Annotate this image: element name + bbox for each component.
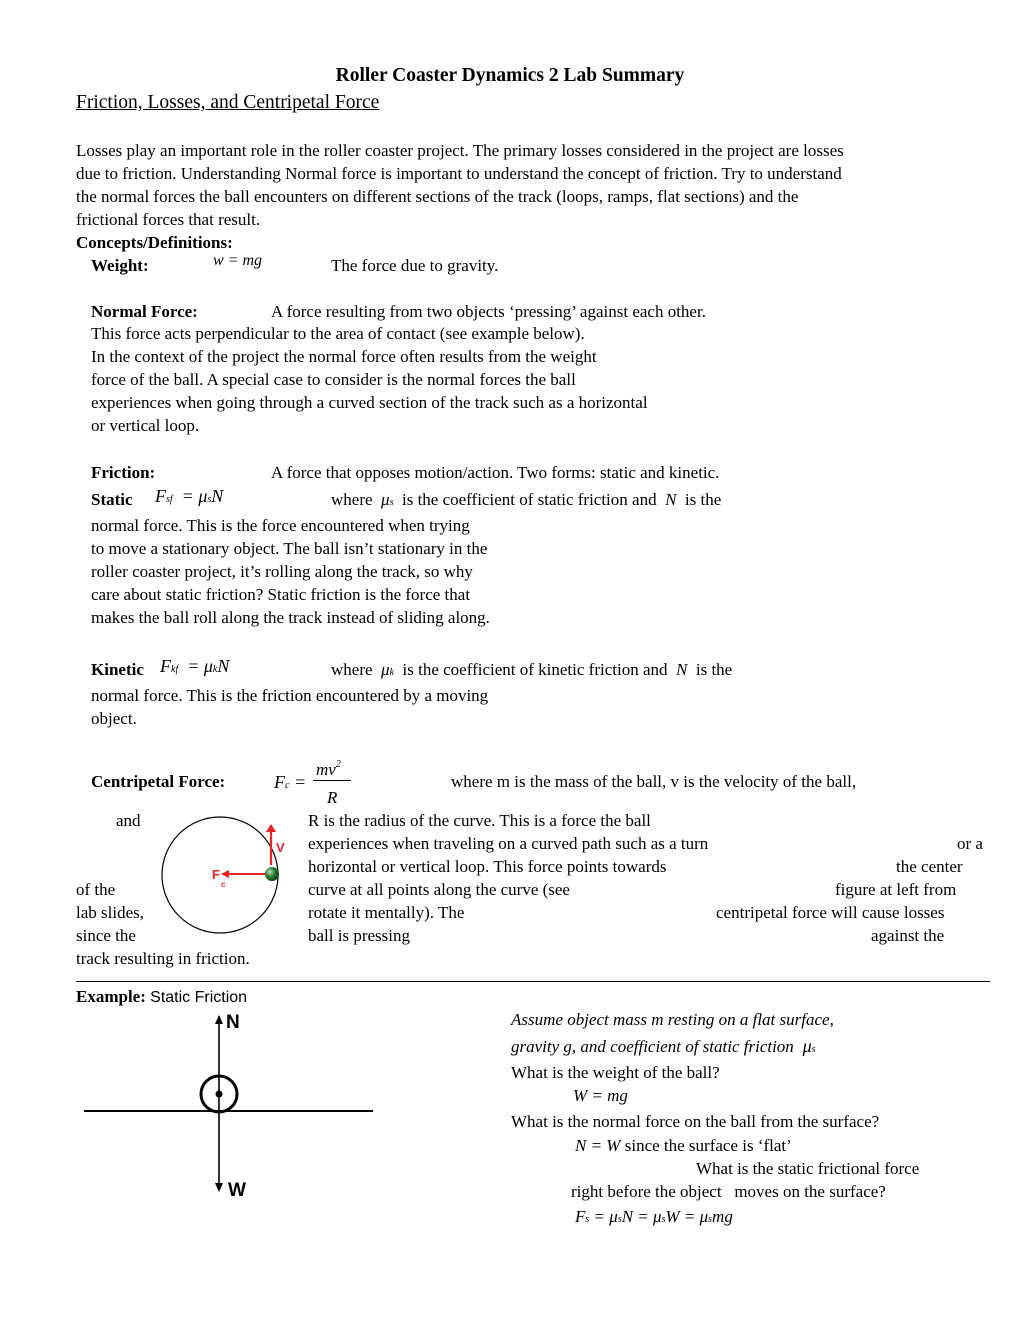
row-left: lab slides, [76,903,144,922]
static-line: to move a stationary object. The ball isn’t stationary in the [91,539,488,558]
static-line: care about static friction? Static friction is the force that [91,585,471,604]
circular-motion-diagram [160,815,300,955]
row-mid: experiences when traveling on a curved path such as a turn [308,834,709,853]
object-center [216,1091,223,1098]
row-left: track resulting in friction. [76,949,250,968]
static-line: roller coaster project, it’s rolling along the track, so why [91,562,473,581]
weight-vector-label: W [228,1180,246,1201]
row-right: figure at left from [835,880,957,899]
kinetic-friction-formula: Fkf = μkN [160,656,230,676]
static-label: Static [91,490,133,509]
normal-line: In the context of the project the normal force often results from the weight [91,347,597,366]
kinetic-where-end: is the [695,660,733,679]
normal-force-label: Normal Force: [91,302,198,321]
kinetic-line: normal force. This is the friction encountered by a moving [91,686,489,705]
normal-arrowhead [215,1015,223,1024]
answer-static: Fs = μsN = μsW = μsmg [575,1207,733,1226]
section-divider [76,981,990,982]
question-weight: What is the weight of the ball? [511,1063,720,1082]
velocity-label: V [276,840,285,855]
row-left: of the [76,880,116,899]
centripetal-numerator: $mv^2$ [316,759,341,779]
question-static-a: What is the static frictional force [696,1159,920,1178]
force-label: F [212,867,220,882]
normal-force-explanation [91,322,648,437]
friction-label: Friction: [91,463,156,482]
example-label: Example: [76,987,146,1006]
answer-normal-text: since the surface is ‘flat’ [624,1136,792,1155]
answer-weight: W = mg [573,1086,628,1105]
n-symbol: N [660,490,681,509]
question-static-b: right before the object moves on the surface? [571,1182,886,1201]
row-mid: rotate it mentally). The [308,903,465,922]
example-title: Static Friction [150,989,248,1006]
intro-line: due to friction. Understanding Normal force is important to understand the concept of friction. Try to understand [76,164,842,183]
centripetal-label: Centripetal Force: [91,772,226,791]
static-friction-formula: Fsf = μsN [155,486,224,506]
static-line: makes the ball roll along the track instead of sliding along. [91,608,490,627]
static-where-end: is the [684,490,722,509]
fraction-bar [313,780,351,781]
ball [265,867,279,881]
question-normal: What is the normal force on the ball from the surface? [511,1112,880,1131]
kinetic-line: object. [91,709,137,728]
friction-definition: A force that opposes motion/action. Two forms: static and kinetic. [271,463,720,482]
kinetic-where [331,661,732,678]
weight-formula: w = mg [213,252,263,269]
kinetic-where-word: where [331,660,373,679]
row-right: centripetal force will cause losses [716,903,945,922]
normal-line: This force acts perpendicular to the area of contact (see example below). [91,324,585,343]
weight-description: The force due to gravity. [331,256,499,275]
kinetic-label: Kinetic [91,660,144,679]
intro-line: frictional forces that result. [76,210,261,229]
kinetic-where-text: is the coefficient of kinetic friction and [402,660,668,679]
intro-paragraph [76,139,996,231]
intro-line: the normal forces the ball encounters on different sections of the track (loops, ramps, flat sections) and the [76,187,799,206]
centripetal-formula: Fc = [274,772,307,792]
example-heading [76,988,247,1006]
force-arrowhead [221,870,229,878]
static-where-text: is the coefficient of static friction and [401,490,657,509]
row-right: against the [871,926,945,945]
centripetal-denominator: R [327,788,338,807]
page-subtitle: Friction, Losses, and Centripetal Force [76,92,380,113]
row-right: the center [896,857,963,876]
normal-force-definition: A force resulting from two objects ‘pressing’ against each other. [271,302,706,321]
answer-normal [575,1137,792,1154]
concepts-heading: Concepts/Definitions: [76,233,233,252]
intro-line: Losses play an important role in the roller coaster project. The primary losses considered in the project are losses [76,141,844,160]
row-mid: ball is pressing [308,926,410,945]
row-right: or a [957,834,983,853]
normal-line: or vertical loop. [91,416,200,435]
normal-line: force of the ball. A special case to consider is the normal forces the ball [91,370,576,389]
force-label-subscript: c [221,880,226,889]
static-line: normal force. This is the force encountered when trying [91,516,470,535]
normal-line: experiences when going through a curved section of the track such as a horizontal [91,393,648,412]
static-explanation [91,514,490,629]
row-mid: R is the radius of the curve. This is a force the ball [308,811,651,830]
mu-s-symbol: μs [376,490,394,509]
page-title: Roller Coaster Dynamics 2 Lab Summary [335,65,685,86]
row-mid: curve at all points along the curve (see [308,880,570,899]
normal-vector-label: N [226,1012,240,1033]
gravity-text: gravity g, and coefficient of static friction [511,1037,794,1056]
weight-label: Weight: [91,256,149,275]
row-left: and [116,811,141,830]
static-where [331,491,721,508]
kinetic-explanation [91,684,488,730]
example-assumption: Assume object mass m resting on a flat surface, [511,1010,834,1029]
row-mid: horizontal or vertical loop. This force points towards [308,857,667,876]
weight-arrowhead [215,1183,223,1192]
mu-s-symbol: μs [798,1036,816,1056]
row-left: since the [76,926,136,945]
example-gravity [511,1037,816,1055]
answer-normal-formula: N = W [575,1136,621,1155]
mu-k-symbol: μk [376,660,395,679]
velocity-arrowhead [266,824,276,832]
centripetal-where: where m is the mass of the ball, v is the velocity of the ball, [451,772,857,791]
static-where-word: where [331,490,373,509]
n-symbol: N [671,660,692,679]
